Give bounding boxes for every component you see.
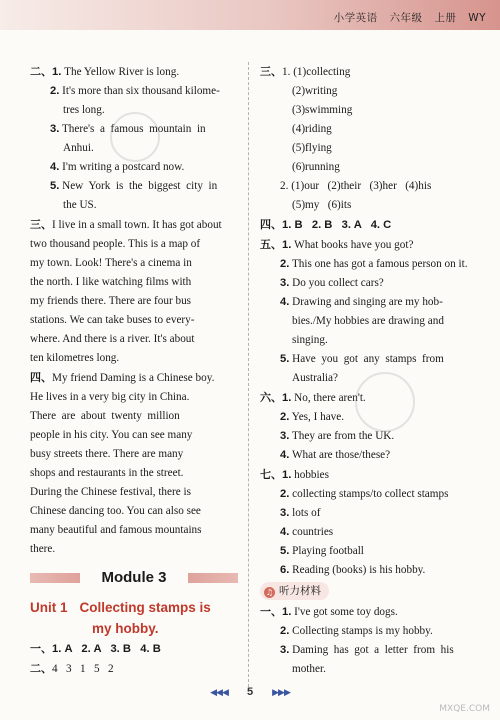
answer-line: 4. What are those/these? bbox=[280, 449, 391, 461]
passage-line: two thousand people. This is a map of bbox=[30, 238, 201, 250]
answer-line: 七、1. hobbies bbox=[260, 468, 329, 481]
answer-line: 五、1. What books have you got? bbox=[260, 238, 414, 251]
answer-line: 4. countries bbox=[280, 526, 334, 538]
script-line: 2. Collecting stamps is my hobby. bbox=[280, 625, 433, 637]
unit-title: Unit 1 Collecting stamps is bbox=[30, 600, 211, 615]
passage-line: where. And there is a river. It's about bbox=[30, 333, 195, 345]
header-edition: WY bbox=[468, 12, 486, 24]
answer-line: 2. (1)our (2)their (3)her (4)his bbox=[280, 180, 432, 192]
passage-line: people in his city. You can see many bbox=[30, 429, 193, 441]
answer-line: Australia? bbox=[292, 372, 338, 384]
answer-line: singing. bbox=[292, 334, 328, 346]
passage-line: my friends there. There are four bus bbox=[30, 295, 192, 307]
script-line: 3. Daming has got a letter from his bbox=[280, 644, 454, 656]
module-title: Module 3 bbox=[80, 565, 188, 591]
passage-line: many beautiful and famous mountains bbox=[30, 524, 202, 536]
answer-line: bies./My hobbies are drawing and bbox=[292, 315, 444, 327]
stamp-mark bbox=[110, 112, 160, 162]
header-labels bbox=[326, 10, 486, 25]
passage-line: shops and restaurants in the street. bbox=[30, 467, 184, 479]
answer-line: 4. Drawing and singing are my hob- bbox=[280, 296, 443, 308]
answer-line: 6. Reading (books) is his hobby. bbox=[280, 564, 426, 576]
script-line: mother. bbox=[292, 663, 326, 675]
listening-label: 听力材料 bbox=[279, 585, 321, 597]
answer-line: 2. Yes, I have. bbox=[280, 411, 345, 423]
script-line: 一、1. I've got some toy dogs. bbox=[260, 605, 398, 618]
answer-line: (3)swimming bbox=[292, 104, 353, 116]
passage-line: busy streets there. There are many bbox=[30, 448, 184, 460]
answer-line: (5)my (6)its bbox=[292, 199, 352, 211]
passage-line: the north. I like watching films with bbox=[30, 276, 192, 288]
passage-line: 三、I live in a small town. It has got about bbox=[30, 218, 222, 231]
header-grade: 六年级 bbox=[389, 12, 423, 24]
stamp-mark bbox=[355, 372, 415, 432]
answer-line: 二、4 3 1 5 2 bbox=[30, 662, 114, 675]
answer-line: 5. Have you got any stamps from bbox=[280, 353, 444, 365]
header-subject: 小学英语 bbox=[333, 12, 378, 24]
unit-title-line2: my hobby. bbox=[92, 621, 159, 636]
answer-line: Anhui. bbox=[63, 142, 94, 154]
answer-line: 3. Do you collect cars? bbox=[280, 277, 384, 289]
passage-line: stations. We can take buses to every- bbox=[30, 314, 195, 326]
answer-line: 四、1. B 2. B 3. A 4. C bbox=[260, 218, 392, 231]
answer-line: 2. This one has got a famous person on it. bbox=[280, 258, 468, 270]
headphones-icon: ♫ bbox=[265, 588, 274, 597]
passage-line: there. bbox=[30, 543, 56, 555]
passage-line: 四、My friend Daming is a Chinese boy. bbox=[30, 371, 215, 384]
header-volume: 上册 bbox=[434, 12, 457, 24]
right-column bbox=[260, 62, 468, 679]
prev-arrows-icon: ◀◀◀ bbox=[210, 687, 228, 697]
answer-line: 2. collecting stamps/to collect stamps bbox=[280, 488, 449, 500]
answer-line: tres long. bbox=[63, 104, 105, 116]
answer-line: (6)running bbox=[292, 161, 340, 173]
page-footer bbox=[0, 686, 500, 698]
answer-line: 5. Playing football bbox=[280, 545, 364, 557]
module-heading bbox=[30, 565, 238, 591]
answer-line: (2)writing bbox=[292, 85, 338, 97]
column-divider bbox=[248, 62, 249, 687]
answer-line: 三、1. (1)collecting bbox=[260, 65, 351, 78]
passage-line: During the Chinese festival, there is bbox=[30, 486, 191, 498]
answer-line: 3. There's a famous mountain in bbox=[50, 123, 206, 135]
passage-line: my town. Look! There's a cinema in bbox=[30, 257, 192, 269]
answer-line: 3. lots of bbox=[280, 507, 321, 519]
answer-line: 2. It's more than six thousand kilome- bbox=[50, 85, 220, 97]
next-arrows-icon: ▶▶▶ bbox=[272, 687, 290, 697]
passage-line: There are about twenty million bbox=[30, 410, 180, 422]
passage-line: ten kilometres long. bbox=[30, 352, 120, 364]
passage-line: Chinese dancing too. You can also see bbox=[30, 505, 201, 517]
answer-line: 六、1. No, there aren't. bbox=[260, 391, 366, 404]
answer-line: 3. They are from the UK. bbox=[280, 430, 395, 442]
page-number: 5 bbox=[246, 686, 254, 698]
passage-line: He lives in a very big city in China. bbox=[30, 391, 190, 403]
answer-line: 一、1. A 2. A 3. B 4. B bbox=[30, 642, 161, 655]
answer-line: 4. I'm writing a postcard now. bbox=[50, 161, 185, 173]
answer-line: the US. bbox=[63, 199, 97, 211]
watermark: MXQE.COM bbox=[439, 704, 490, 714]
answer-line: 二、1. The Yellow River is long. bbox=[30, 65, 180, 78]
listening-heading bbox=[260, 580, 462, 602]
answer-line: (5)flying bbox=[292, 142, 332, 154]
answer-line: 5. New York is the biggest city in bbox=[50, 180, 218, 192]
answer-line: (4)riding bbox=[292, 123, 332, 135]
